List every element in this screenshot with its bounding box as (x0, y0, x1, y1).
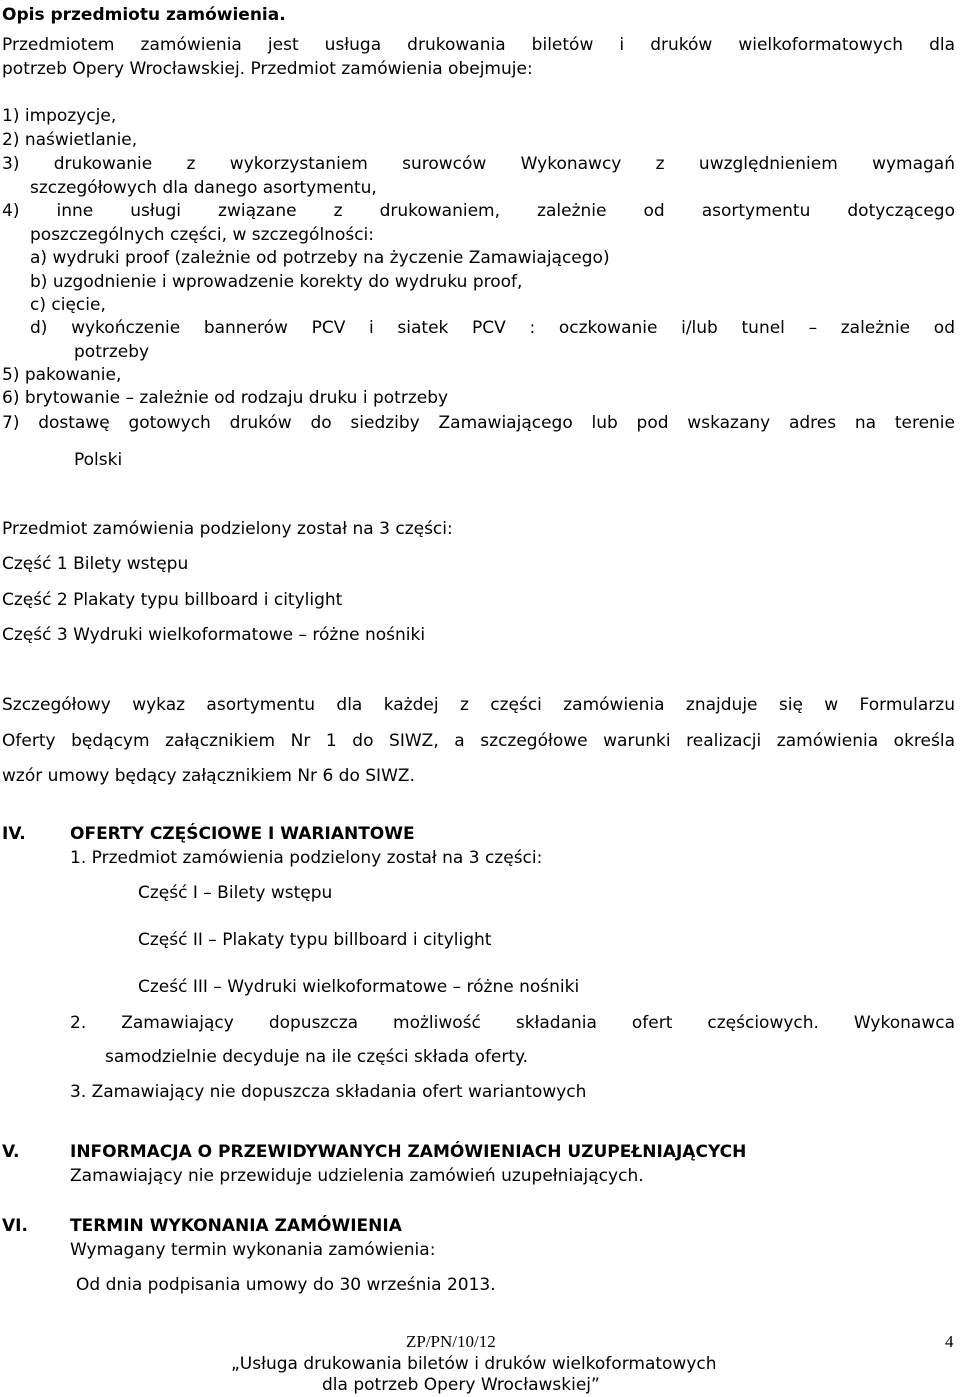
sub-list-item-continuation: potrzeby (74, 342, 150, 362)
list-item: 2) naświetlanie, (2, 130, 138, 150)
list-item: 1) impozycje, (2, 106, 117, 126)
list-item: 3) drukowanie z wykorzystaniem surowców Wykonawcy z uwzględnieniem wymagań (2, 154, 955, 174)
paragraph-line: Przedmiot zamówienia podzielony został na 3 części: (2, 519, 453, 539)
paragraph-line: wzór umowy będący załącznikiem Nr 6 do SIWZ. (2, 766, 415, 786)
section-heading: Opis przedmiotu zamówienia. (2, 5, 286, 25)
paragraph-line: Przedmiotem zamówienia jest usługa drukowania biletów i druków wielkoformatowych dla (2, 35, 955, 55)
sub-list-item: c) cięcie, (30, 295, 106, 315)
part-line: Część 3 Wydruki wielkoformatowe – różne nośniki (2, 625, 426, 645)
page-number: 4 (945, 1332, 954, 1351)
list-item: 6) brytowanie – zależnie od rodzaju druku i potrzeby (2, 388, 449, 408)
section-title: OFERTY CZĘŚCIOWE I WARIANTOWE (70, 824, 415, 844)
paragraph-line: Wymagany termin wykonania zamówienia: (70, 1240, 436, 1260)
list-item-continuation: samodzielnie decyduje na ile części składa oferty. (105, 1047, 529, 1067)
footer-title-line: dla potrzeb Opery Wrocławskiej” (322, 1375, 600, 1395)
list-item-continuation: Polski (74, 450, 123, 470)
footer-reference: ZP/PN/10/12 (406, 1332, 496, 1351)
footer-title-line: „Usługa drukowania biletów i druków wielkoformatowych (231, 1354, 717, 1374)
section-number: V. (2, 1142, 20, 1162)
list-item: 5) pakowanie, (2, 365, 122, 385)
section-title: INFORMACJA O PRZEWIDYWANYCH ZAMÓWIENIACH UZUPEŁNIAJĄCYCH (70, 1142, 747, 1162)
list-item-continuation: poszczególnych części, w szczególności: (30, 225, 375, 245)
sub-list-item: b) uzgodnienie i wprowadzenie korekty do wydruku proof, (30, 272, 523, 292)
sub-list-item: d) wykończenie bannerów PCV i siatek PCV : oczkowanie i/lub tunel – zależnie od (30, 318, 955, 338)
section-number: VI. (2, 1216, 28, 1236)
part-line: Cześć III – Wydruki wielkoformatowe – różne nośniki (138, 977, 580, 997)
list-item: 1. Przedmiot zamówienia podzielony został na 3 części: (70, 848, 543, 868)
section-title: TERMIN WYKONANIA ZAMÓWIENIA (70, 1216, 402, 1236)
paragraph-line: Od dnia podpisania umowy do 30 września 2013. (76, 1275, 496, 1295)
list-item-continuation: szczegółowych dla danego asortymentu, (30, 178, 377, 198)
paragraph-line: Szczegółowy wykaz asortymentu dla każdej z części zamówienia znajduje się w Formularzu (2, 695, 955, 715)
list-item: 4) inne usługi związane z drukowaniem, zależnie od asortymentu dotyczącego (2, 201, 955, 221)
list-item: 2. Zamawiający dopuszcza możliwość składania ofert częściowych. Wykonawca (70, 1013, 955, 1033)
paragraph-line: Oferty będącym załącznikiem Nr 1 do SIWZ, a szczegółowe warunki realizacji zamówienia określa (2, 731, 955, 751)
part-line: Część I – Bilety wstępu (138, 883, 333, 903)
section-number: IV. (2, 824, 26, 844)
part-line: Część II – Plakaty typu billboard i citylight (138, 930, 492, 950)
part-line: Część 1 Bilety wstępu (2, 554, 189, 574)
list-item: 7) dostawę gotowych druków do siedziby Zamawiającego lub pod wskazany adres na terenie (2, 413, 955, 433)
paragraph-line: Zamawiający nie przewiduje udzielenia zamówień uzupełniających. (70, 1166, 644, 1186)
part-line: Część 2 Plakaty typu billboard i citylight (2, 590, 343, 610)
list-item: 3. Zamawiający nie dopuszcza składania ofert wariantowych (70, 1082, 587, 1102)
sub-list-item: a) wydruki proof (zależnie od potrzeby na życzenie Zamawiającego) (30, 248, 610, 268)
paragraph-line: potrzeb Opery Wrocławskiej. Przedmiot zamówienia obejmuje: (2, 59, 533, 79)
